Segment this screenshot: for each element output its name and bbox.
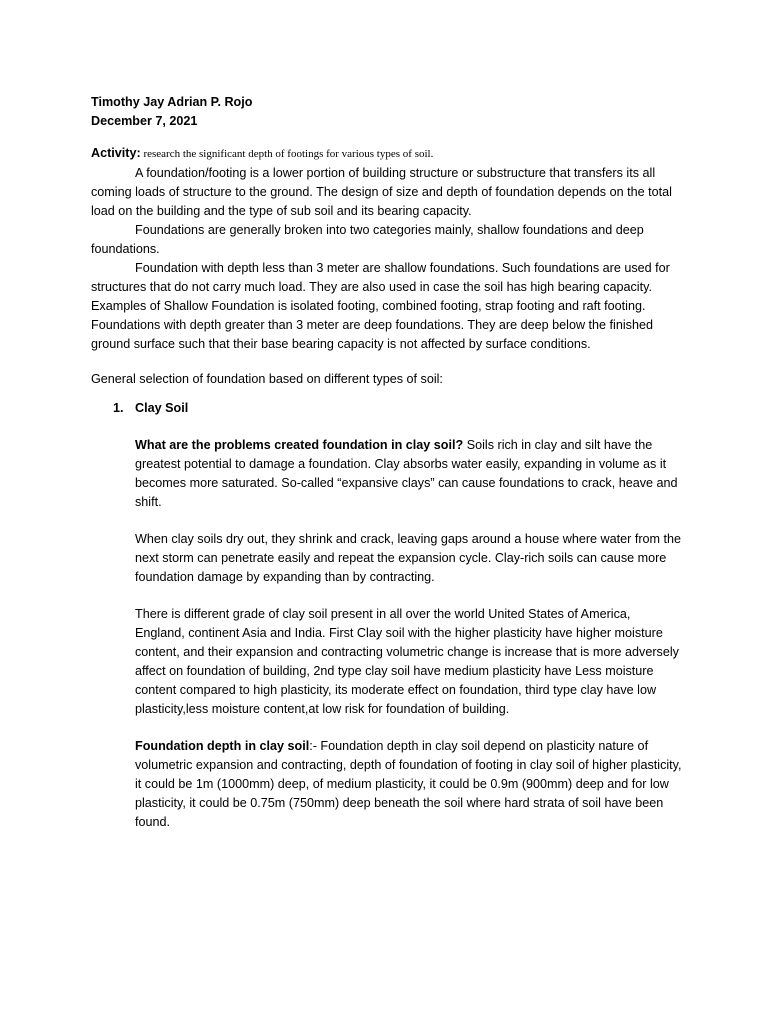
clay-depth-paragraph bbox=[135, 737, 683, 832]
soil-type-list bbox=[91, 399, 683, 832]
activity-text: research the significant depth of footings for various types of soil. bbox=[140, 148, 434, 160]
list-item bbox=[91, 399, 683, 832]
clay-depth-text: :- Foundation depth in clay soil depend on plasticity nature of volumetric expansion and contracting, depth of foundation of footing in clay soil of higher plasticity, it could be 1m (1000mm) deep, of medium plasticity, it could be 0.9m (900mm) deep and for low plasticity, it could be 0.75m (750mm) deep beneath the soil where hard strata of soil have been found. bbox=[135, 739, 682, 829]
clay-problems-text: Soils rich in clay and silt have the greatest potential to damage a foundation. Clay absorbs water easily, expanding in volume as it becomes more saturated. So-called “expansive clays” can cause foundations to crack, heave and shift. bbox=[135, 438, 678, 509]
list-item-title: Clay Soil bbox=[135, 401, 189, 415]
paragraph-foundation-categories: Foundations are generally broken into two categories mainly, shallow foundations and deep foundations. bbox=[91, 223, 644, 256]
list-item-number: 1. bbox=[113, 401, 124, 415]
activity-label: Activity: bbox=[91, 146, 141, 160]
general-selection-heading: General selection of foundation based on different types of soil: bbox=[91, 372, 443, 386]
document-content bbox=[91, 93, 683, 832]
clay-problems-label: What are the problems created foundation in clay soil? bbox=[135, 438, 464, 452]
clay-grade-paragraph: There is different grade of clay soil present in all over the world United States of America, England, continent Asia and India. First Clay soil with the higher plasticity have higher moisture content, and their expansion and contracting volumetric change is increase that is more adversely affect on foundation of building, 2nd type clay soil have medium plasticity have Less moisture content compared to high plasticity, its moderate effect on foundation, third type clay have low plasticity,less moisture content,at low risk for foundation of building. bbox=[135, 607, 679, 716]
paragraph-foundation-definition: A foundation/footing is a lower portion of building structure or substructure that transfers its all coming loads of structure to the ground. The design of size and depth of foundation depends on the total load on the building and the type of sub soil and its bearing capacity. bbox=[91, 166, 672, 218]
clay-dry-paragraph: When clay soils dry out, they shrink and crack, leaving gaps around a house where water from the next storm can penetrate easily and repeat the expansion cycle. Clay-rich soils can cause more foundation damage by expanding than by contracting. bbox=[135, 532, 682, 584]
author-name: Timothy Jay Adrian P. Rojo bbox=[91, 95, 253, 109]
activity-line bbox=[91, 144, 683, 164]
paragraph-shallow-deep: Foundation with depth less than 3 meter are shallow foundations. Such foundations are used for structures that do not carry much load. They are also used in case the soil has high bearing capacity. Examples of Shallow Foundation is isolated footing, combined footing, strap footing and raft footing. Foundations with depth greater than 3 meter are deep foundations. They are deep below the finished ground surface such that their base bearing capacity is not affected by surface conditions. bbox=[91, 261, 670, 351]
clay-problems-paragraph bbox=[135, 436, 683, 512]
document-date: December 7, 2021 bbox=[91, 114, 198, 128]
clay-depth-label: Foundation depth in clay soil bbox=[135, 739, 310, 753]
